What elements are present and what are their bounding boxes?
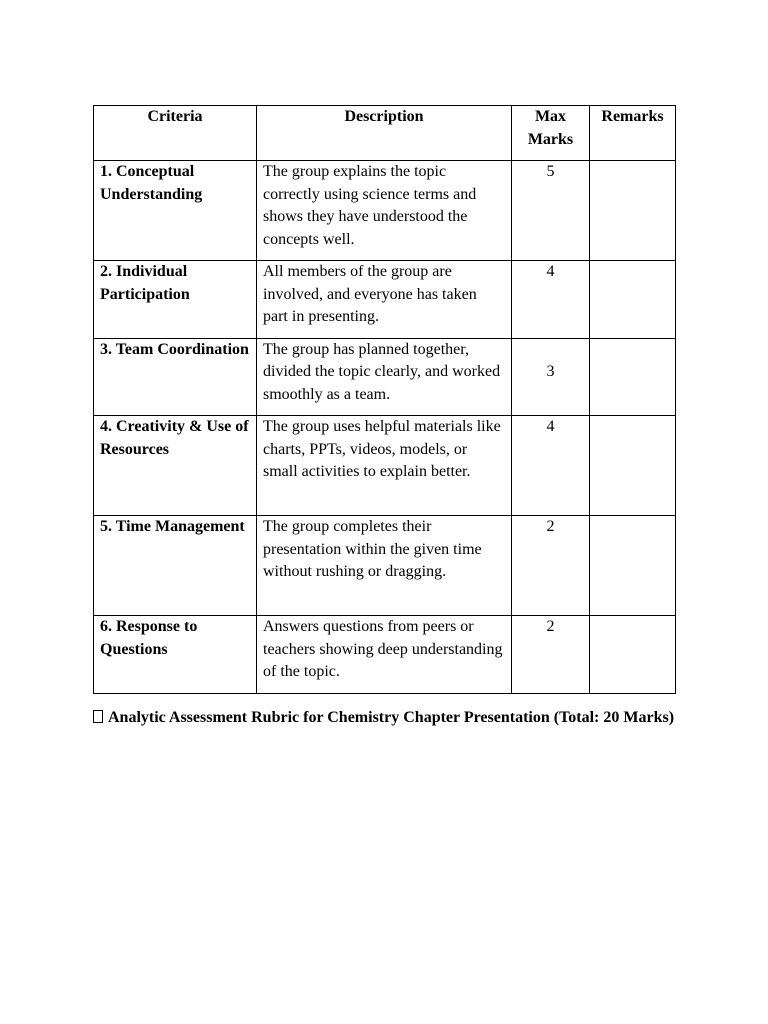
remarks-cell: [590, 516, 676, 616]
criteria-cell: 4. Creativity & Use of Resources: [94, 416, 257, 516]
criteria-cell: 2. Individual Participation: [94, 261, 257, 339]
remarks-cell: [590, 161, 676, 261]
max-marks-cell: 3: [512, 338, 590, 416]
table-row: [94, 161, 676, 261]
header-description: Description: [257, 106, 512, 161]
missing-glyph-icon: [93, 710, 103, 723]
description-cell: All members of the group are involved, and everyone has taken part in presenting.: [257, 261, 512, 339]
table-row: [94, 338, 676, 416]
header-remarks: Remarks: [590, 106, 676, 161]
table-row: [94, 616, 676, 694]
header-criteria: Criteria: [94, 106, 257, 161]
description-cell: Answers questions from peers or teachers showing deep understanding of the topic.: [257, 616, 512, 694]
rubric-caption: [93, 707, 683, 730]
description-cell: The group explains the topic correctly using science terms and shows they have understood the concepts well.: [257, 161, 512, 261]
header-max-marks: Max Marks: [512, 106, 590, 161]
table-row: [94, 516, 676, 616]
description-cell: The group has planned together, divided the topic clearly, and worked smoothly as a team.: [257, 338, 512, 416]
description-cell: The group completes their presentation within the given time without rushing or dragging.: [257, 516, 512, 616]
criteria-cell: 5. Time Management: [94, 516, 257, 616]
remarks-cell: [590, 416, 676, 516]
caption-text: Analytic Assessment Rubric for Chemistry Chapter Presentation (Total: 20 Marks): [108, 709, 675, 726]
criteria-cell: 6. Response to Questions: [94, 616, 257, 694]
remarks-cell: [590, 616, 676, 694]
table-row: [94, 261, 676, 339]
max-marks-cell: 2: [512, 616, 590, 694]
max-marks-cell: 4: [512, 416, 590, 516]
description-cell: The group uses helpful materials like charts, PPTs, videos, models, or small activities to explain better.: [257, 416, 512, 516]
rubric-table: [93, 105, 676, 694]
remarks-cell: [590, 338, 676, 416]
max-marks-cell: 4: [512, 261, 590, 339]
table-row: [94, 416, 676, 516]
remarks-cell: [590, 261, 676, 339]
table-header-row: [94, 106, 676, 161]
max-marks-cell: 2: [512, 516, 590, 616]
criteria-cell: 3. Team Coordination: [94, 338, 257, 416]
max-marks-cell: 5: [512, 161, 590, 261]
criteria-cell: 1. Conceptual Understanding: [94, 161, 257, 261]
